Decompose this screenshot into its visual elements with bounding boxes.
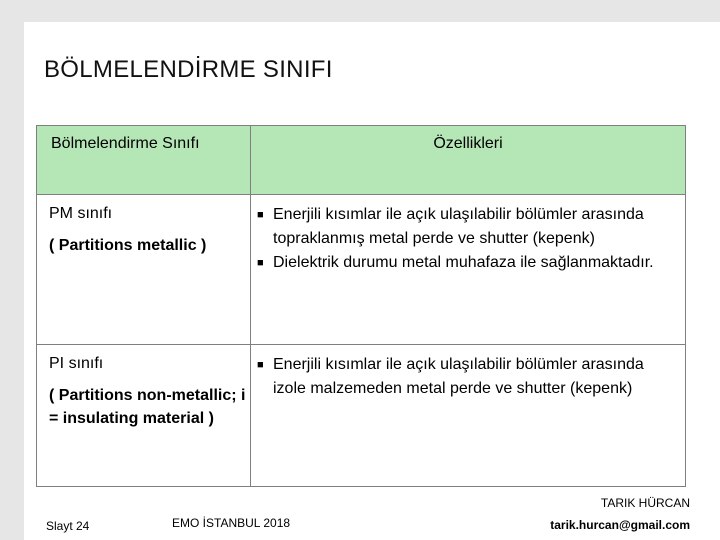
footer-author: TARIK HÜRCAN: [600, 496, 690, 510]
feature-item: ■ Dielektrik durumu metal muhafaza ile sağlanmaktadır.: [255, 251, 679, 275]
footer-event: EMO İSTANBUL 2018: [172, 516, 291, 530]
class-cell: [37, 195, 251, 345]
slide-title: BÖLMELENDİRME SINIFI: [44, 56, 333, 83]
features-cell: [251, 345, 686, 487]
class-name: PI sınıfı: [49, 355, 104, 372]
table-header-row: [37, 126, 686, 195]
features-cell: [251, 195, 686, 345]
class-cell: [37, 345, 251, 487]
table-row: [37, 345, 686, 487]
header-class: Bölmelendirme Sınıfı: [37, 126, 251, 195]
footer-email: tarik.hurcan@gmail.com: [550, 518, 690, 532]
header-features: Özellikleri: [251, 126, 686, 195]
footer-slide-number: Slayt 24: [46, 519, 90, 533]
bullet-icon: ■: [257, 359, 264, 371]
feature-item: ■ Enerjili kısımlar ile açık ulaşılabilir bölümler arasında izole malzemeden metal perde ve shutter (kepenk): [255, 353, 679, 401]
table-row: [37, 195, 686, 345]
classification-table: [36, 125, 686, 487]
feature-item: ■ Enerjili kısımlar ile açık ulaşılabilir bölümler arasında topraklanmış metal perde ve shutter (kepenk): [255, 203, 679, 251]
class-note: ( Partitions metallic ): [49, 237, 207, 254]
class-note: ( Partitions non-metallic; i = insulating material ): [49, 387, 246, 427]
class-name: PM sınıfı: [49, 205, 113, 222]
bullet-icon: ■: [257, 257, 264, 269]
bullet-icon: ■: [257, 209, 264, 221]
